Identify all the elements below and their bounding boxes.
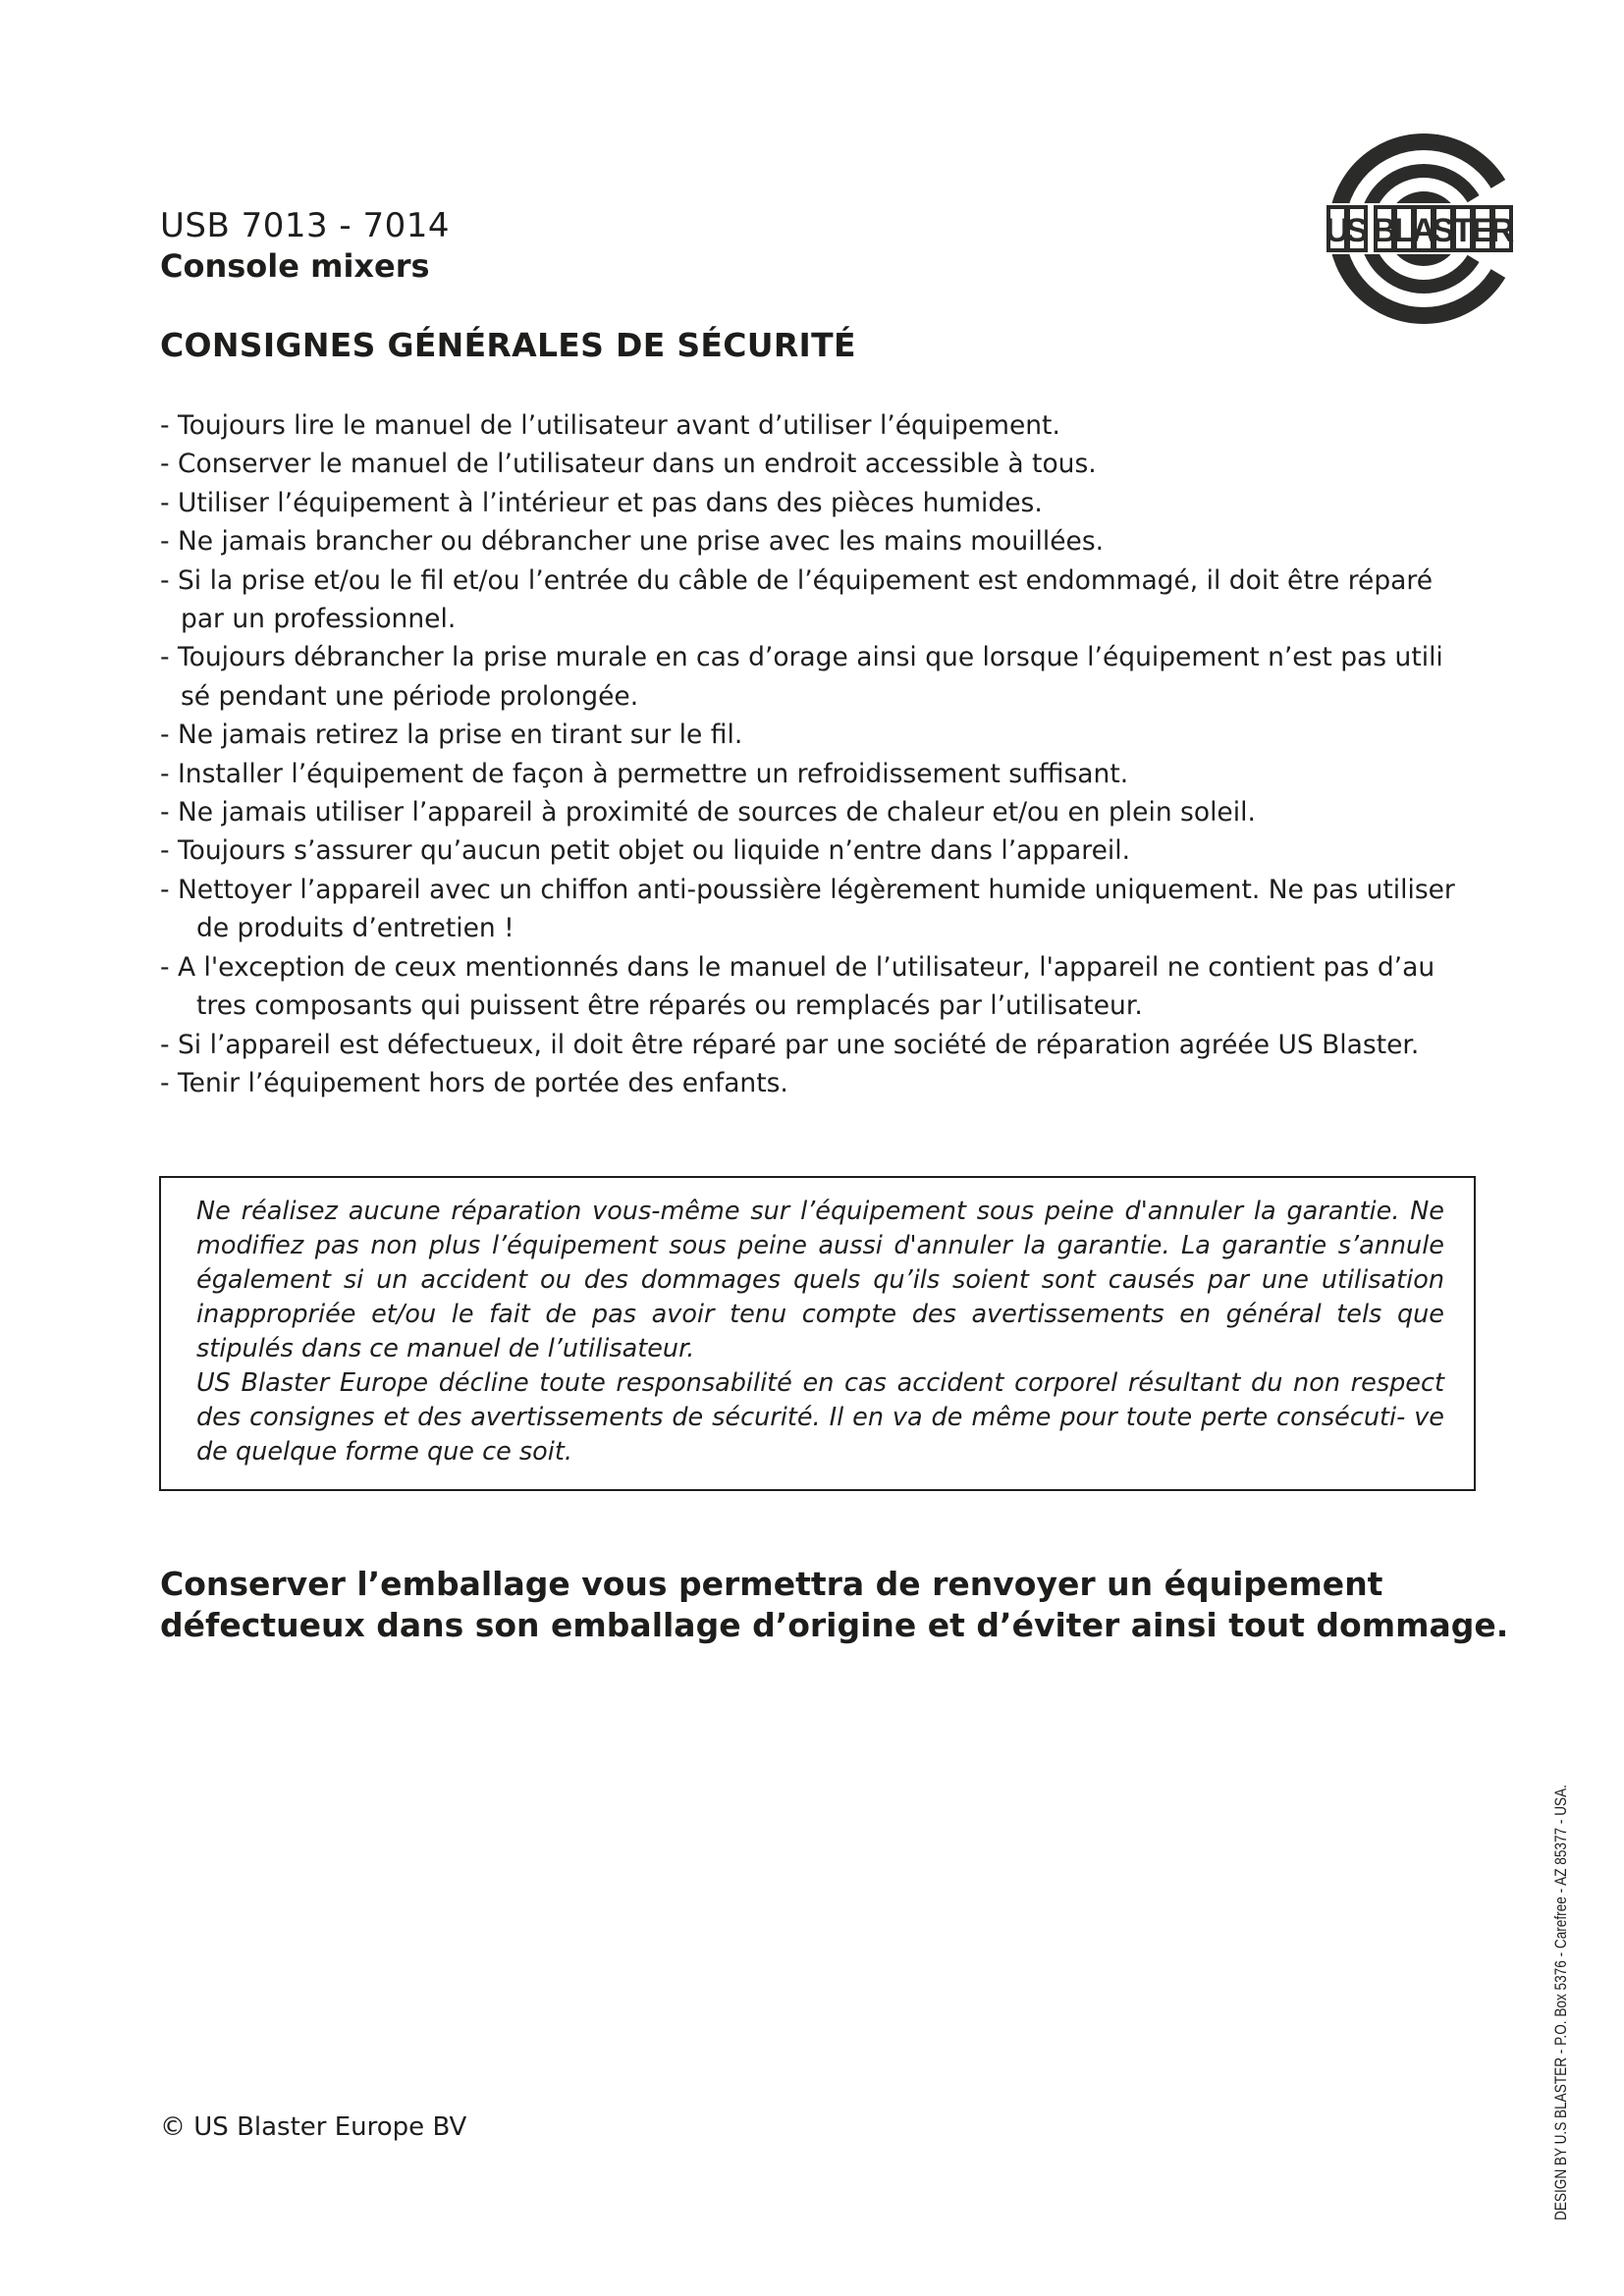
warning-paragraph: Ne réalisez aucune réparation vous-même sur l’équipement sous peine d'annuler la garantie. Ne modifiez pas non plus l’équipement sous peine aussi d'annuler la garantie. La garantie s’annule également si un accident ou des dommages quels qu’ils soient sont causés par une utilisation inappropriée et/ou le fait de pas avoir tenu compte des avertissements en général tels que stipulés dans ce manuel de l’utilisateur. [196, 1197, 1444, 1363]
page-heading: CONSIGNES GÉNÉRALES DE SÉCURITÉ [160, 326, 856, 364]
svg-text:R: R [1489, 212, 1515, 249]
svg-text:U: U [1325, 212, 1350, 249]
list-item: - Utiliser l’équipement à l’intérieur et pas dans des pièces humides. [160, 487, 1043, 518]
copyright-notice: © US Blaster Europe BV [160, 2112, 467, 2142]
us-blaster-logo [1321, 131, 1532, 327]
list-item: - Conserver le manuel de l’utilisateur dans un endroit accessible à tous. [160, 449, 1097, 480]
list-item: - Ne jamais brancher ou débrancher une prise avec les mains mouillées. [160, 526, 1105, 558]
list-item: - Toujours débrancher la prise murale en cas d’orage ainsi que lorsque l’équipement n’est pas utili sé pendant une période prolongée. [160, 642, 1443, 712]
safety-rules-list [160, 406, 1486, 1102]
list-item: - Installer l’équipement de façon à permettre un refroidissement suffisant. [160, 758, 1129, 789]
list-item: - Toujours s’assurer qu’aucun petit objet ou liquide n’entre dans l’appareil. [160, 835, 1131, 867]
list-item: - A l'exception de ceux mentionnés dans le manuel de l’utilisateur, l'appareil ne contient pas d’au tres composants qui puissent être réparés ou remplacés par l’utilisateur. [160, 951, 1435, 1022]
list-item: - Si l’appareil est défectueux, il doit être réparé par une société de réparation agréée US Blaster. [160, 1029, 1420, 1060]
list-item: - Tenir l’équipement hors de portée des enfants. [160, 1067, 788, 1098]
svg-text:E: E [1471, 212, 1494, 249]
list-item: - Nettoyer l’appareil avec un chiffon anti-poussière légèrement humide uniquement. Ne pas utiliser de produits d’entretien ! [160, 874, 1455, 944]
svg-text:S: S [1345, 212, 1369, 249]
design-credit: DESIGN BY U.S BLASTER - P.O. Box 5376 - Carefree - AZ 85377 - USA. [1551, 1785, 1570, 2220]
list-item: - Si la prise et/ou le fil et/ou l’entrée du câble de l’équipement est endommagé, il doit être réparé par un professionnel. [160, 564, 1434, 635]
svg-text:A: A [1411, 212, 1436, 249]
svg-text:L: L [1393, 212, 1415, 249]
list-item: - Ne jamais utiliser l’appareil à proximité de sources de chaleur et/ou en plein soleil. [160, 797, 1256, 828]
product-subtitle: Console mixers [160, 247, 430, 285]
svg-text:S: S [1432, 212, 1455, 249]
model-number: USB 7013 - 7014 [160, 206, 451, 245]
packaging-notice: Conserver l’emballage vous permettra de renvoyer un équipement défectueux dans son emballage d’origine et d’éviter ainsi tout dommage. [160, 1565, 1509, 1644]
warning-paragraph: US Blaster Europe décline toute responsabilité en cas accident corporel résultant du non respect des consignes et des avertissements de sécurité. Il en va de même pour toute perte consécuti- ve de quelque forme que ce soit. [196, 1368, 1444, 1467]
warranty-warning-box [159, 1176, 1476, 1491]
svg-text:B: B [1372, 212, 1397, 249]
list-item: - Toujours lire le manuel de l’utilisateur avant d’utiliser l’équipement. [160, 410, 1060, 441]
list-item: - Ne jamais retirez la prise en tirant sur le fil. [160, 720, 743, 751]
svg-text:T: T [1452, 212, 1474, 249]
